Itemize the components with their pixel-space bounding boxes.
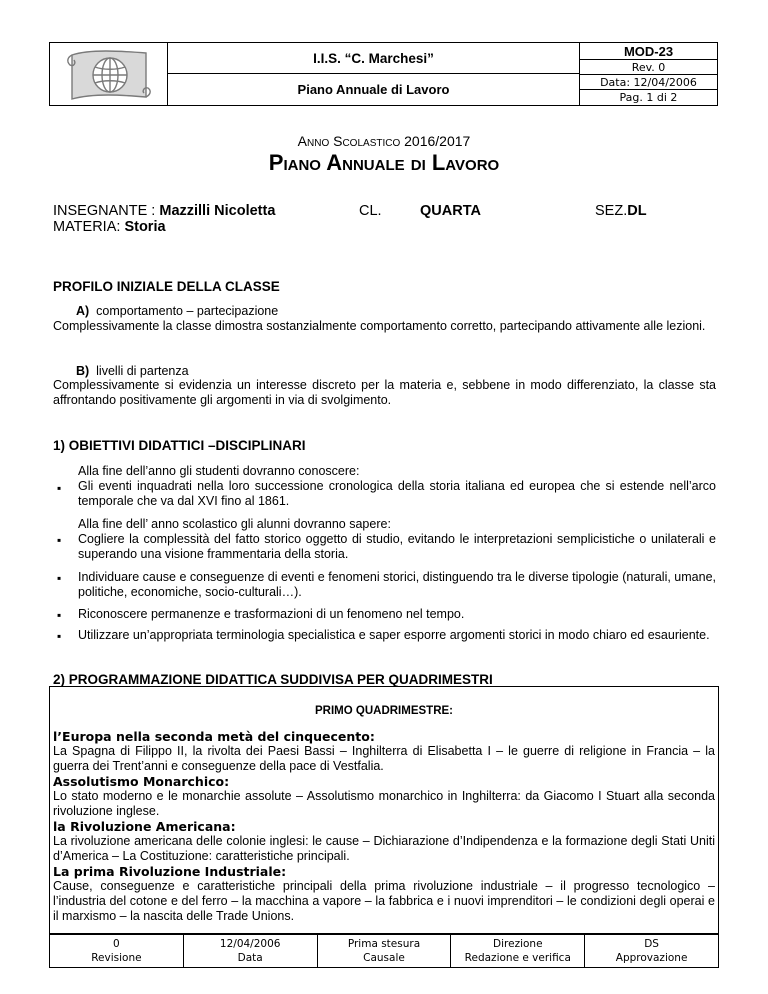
teacher-label: INSEGNANTE : [53, 203, 160, 219]
bullet-icon: ▪ [57, 629, 62, 643]
topic-text: La Spagna di Filippo II, la rivolta dei Paesi Bassi – Inghilterra di Elisabetta I – le guerre di religione in Francia – la guerra dei Trent’anni e conseguenze della pace di Vestfalia. [53, 744, 715, 773]
footer-label: Data [237, 952, 263, 964]
subject-label: MATERIA: [53, 219, 125, 235]
profile-a-text: Complessivamente la classe dimostra sostanzialmente comportamento corretto, partecipando attivamente alle lezioni. [53, 319, 706, 333]
bullet-icon: ▪ [57, 481, 62, 495]
subject-name: Storia [124, 219, 166, 235]
page-number: Pag. 1 di 2 [619, 91, 678, 104]
header-date: Data: 12/04/2006 [580, 75, 717, 90]
profile-heading: PROFILO INIZIALE DELLA CLASSE [53, 279, 280, 294]
footer-cell-approval [585, 935, 718, 967]
programming-box [49, 686, 719, 934]
profile-b-title [76, 364, 189, 379]
bullet-icon: ▪ [57, 608, 62, 622]
footer-table [49, 934, 719, 968]
school-year [0, 133, 768, 149]
header-title-cell [168, 43, 580, 105]
section-value: DL [627, 203, 647, 219]
footer-cell-revision [50, 935, 184, 967]
school-logo-icon [50, 43, 168, 105]
quadrimestre-title: PRIMO QUADRIMESTRE: [315, 705, 453, 717]
page-title: Piano Annuale di Lavoro [268, 150, 500, 175]
header-meta-cell [580, 43, 717, 105]
objective-lead: Alla fine dell’ anno scolastico gli alunni dovranno sapere: [78, 517, 391, 531]
objective-text: Cogliere la complessità del fatto storico oggetto di studio, evitando le interpretazioni semplicistiche o unilaterali e superando una visione frammentaria della storia. [78, 532, 716, 561]
footer-label: Redazione e verifica [464, 952, 571, 964]
footer-cell-date [184, 935, 318, 967]
objective-item-1 [78, 464, 716, 509]
objective-item-4: Riconoscere permanenze e trasformazioni di un fenomeno nel tempo. [78, 607, 465, 621]
objective-item-3: Individuare cause e conseguenze di eventi e fenomeni storici, distinguendo tra le diverse tipologie (naturali, umane, politiche, economiche, socio-culturali…). [78, 570, 716, 599]
objective-text: Gli eventi inquadrati nella loro successione cronologica della storia italiana ed europea che si estende nell’arco temporale che va dal XVI fino al 1861. [78, 479, 716, 508]
teacher-line [53, 203, 275, 219]
school-name: I.I.S. “C. Marchesi” [168, 43, 579, 74]
revision: Rev. 0 [580, 60, 717, 75]
objective-lead: Alla fine dell’anno gli studenti dovranno conoscere: [78, 464, 360, 478]
profile-a-label: A) [76, 304, 90, 318]
module-code: MOD-23 [580, 43, 717, 60]
topic-text: La rivoluzione americana delle colonie inglesi: le cause – Dichiarazione d’Indipendenza e la formazione degli Stati Uniti d’America – La Costituzione: caratteristiche principali. [53, 834, 715, 863]
class-value: QUARTA [420, 203, 481, 219]
footer-label: Revisione [91, 952, 142, 964]
footer-label: Approvazione [615, 952, 688, 964]
section-label: SEZ. [595, 203, 628, 219]
objectives-heading: 1) OBIETTIVI DIDATTICI –DISCIPLINARI [53, 438, 306, 453]
bullet-icon: ▪ [57, 533, 62, 547]
teacher-name: Mazzilli Nicoletta [159, 203, 276, 219]
footer-value: DS [644, 938, 659, 950]
objective-item-5: Utilizzare un’appropriata terminologia specialistica e saper esporre argomenti storici in modo chiaro ed esauriente. [78, 628, 710, 642]
header-table [49, 42, 718, 106]
topic-text: Cause, conseguenze e caratteristiche principali della prima rivoluzione industriale – il progresso tecnologico – l’industria del cotone e del ferro – la macchina a vapore – la fabbrica e i nuovi imprenditori – le condizioni degli operai e il marxismo – la nascita delle Trade Unions. [53, 879, 715, 923]
profile-b-label: B) [76, 364, 90, 378]
footer-value: Direzione [493, 938, 543, 950]
profile-b-title-text: livelli di partenza [96, 364, 189, 378]
school-year-value: 2016/2017 [404, 133, 471, 149]
section-line [595, 203, 647, 219]
profile-b-text: Complessivamente si evidenzia un interesse discreto per la materia e, sebbene in modo differenziato, la classe sta affrontando positivamente gli argomenti in via di svolgimento. [53, 378, 716, 407]
topic-title: La prima Rivoluzione Industriale: [53, 864, 287, 879]
topic-text: Lo stato moderno e le monarchie assolute – Assolutismo monarchico in Inghilterra: da Giacomo I Stuart alla seconda rivoluzione inglese. [53, 789, 715, 818]
footer-value: 12/04/2006 [219, 938, 281, 950]
bullet-icon: ▪ [57, 571, 62, 585]
subject-line [53, 219, 166, 235]
footer-cell-direction [451, 935, 585, 967]
profile-a-title [76, 304, 278, 319]
topic-title: Assolutismo Monarchico: [53, 774, 230, 789]
topic-title: l’Europa nella seconda metà del cinquecento: [53, 729, 375, 744]
footer-cell-reason [318, 935, 452, 967]
programming-heading: 2) PROGRAMMAZIONE DIDATTICA SUDDIVISA PER QUADRIMESTRI [53, 672, 493, 687]
footer-label: Causale [363, 952, 405, 964]
document-title: Piano Annuale di Lavoro [297, 82, 450, 97]
class-label: CL. [359, 203, 382, 219]
profile-a-title-text: comportamento – partecipazione [96, 304, 279, 318]
footer-value: 0 [113, 938, 120, 950]
objective-item-2 [78, 517, 716, 562]
school-year-label: Anno Scolastico [297, 133, 401, 149]
footer-value: Prima stesura [347, 938, 421, 950]
topic-title: la Rivoluzione Americana: [53, 819, 236, 834]
topics-list [53, 729, 715, 924]
school-logo-cell [50, 43, 168, 105]
